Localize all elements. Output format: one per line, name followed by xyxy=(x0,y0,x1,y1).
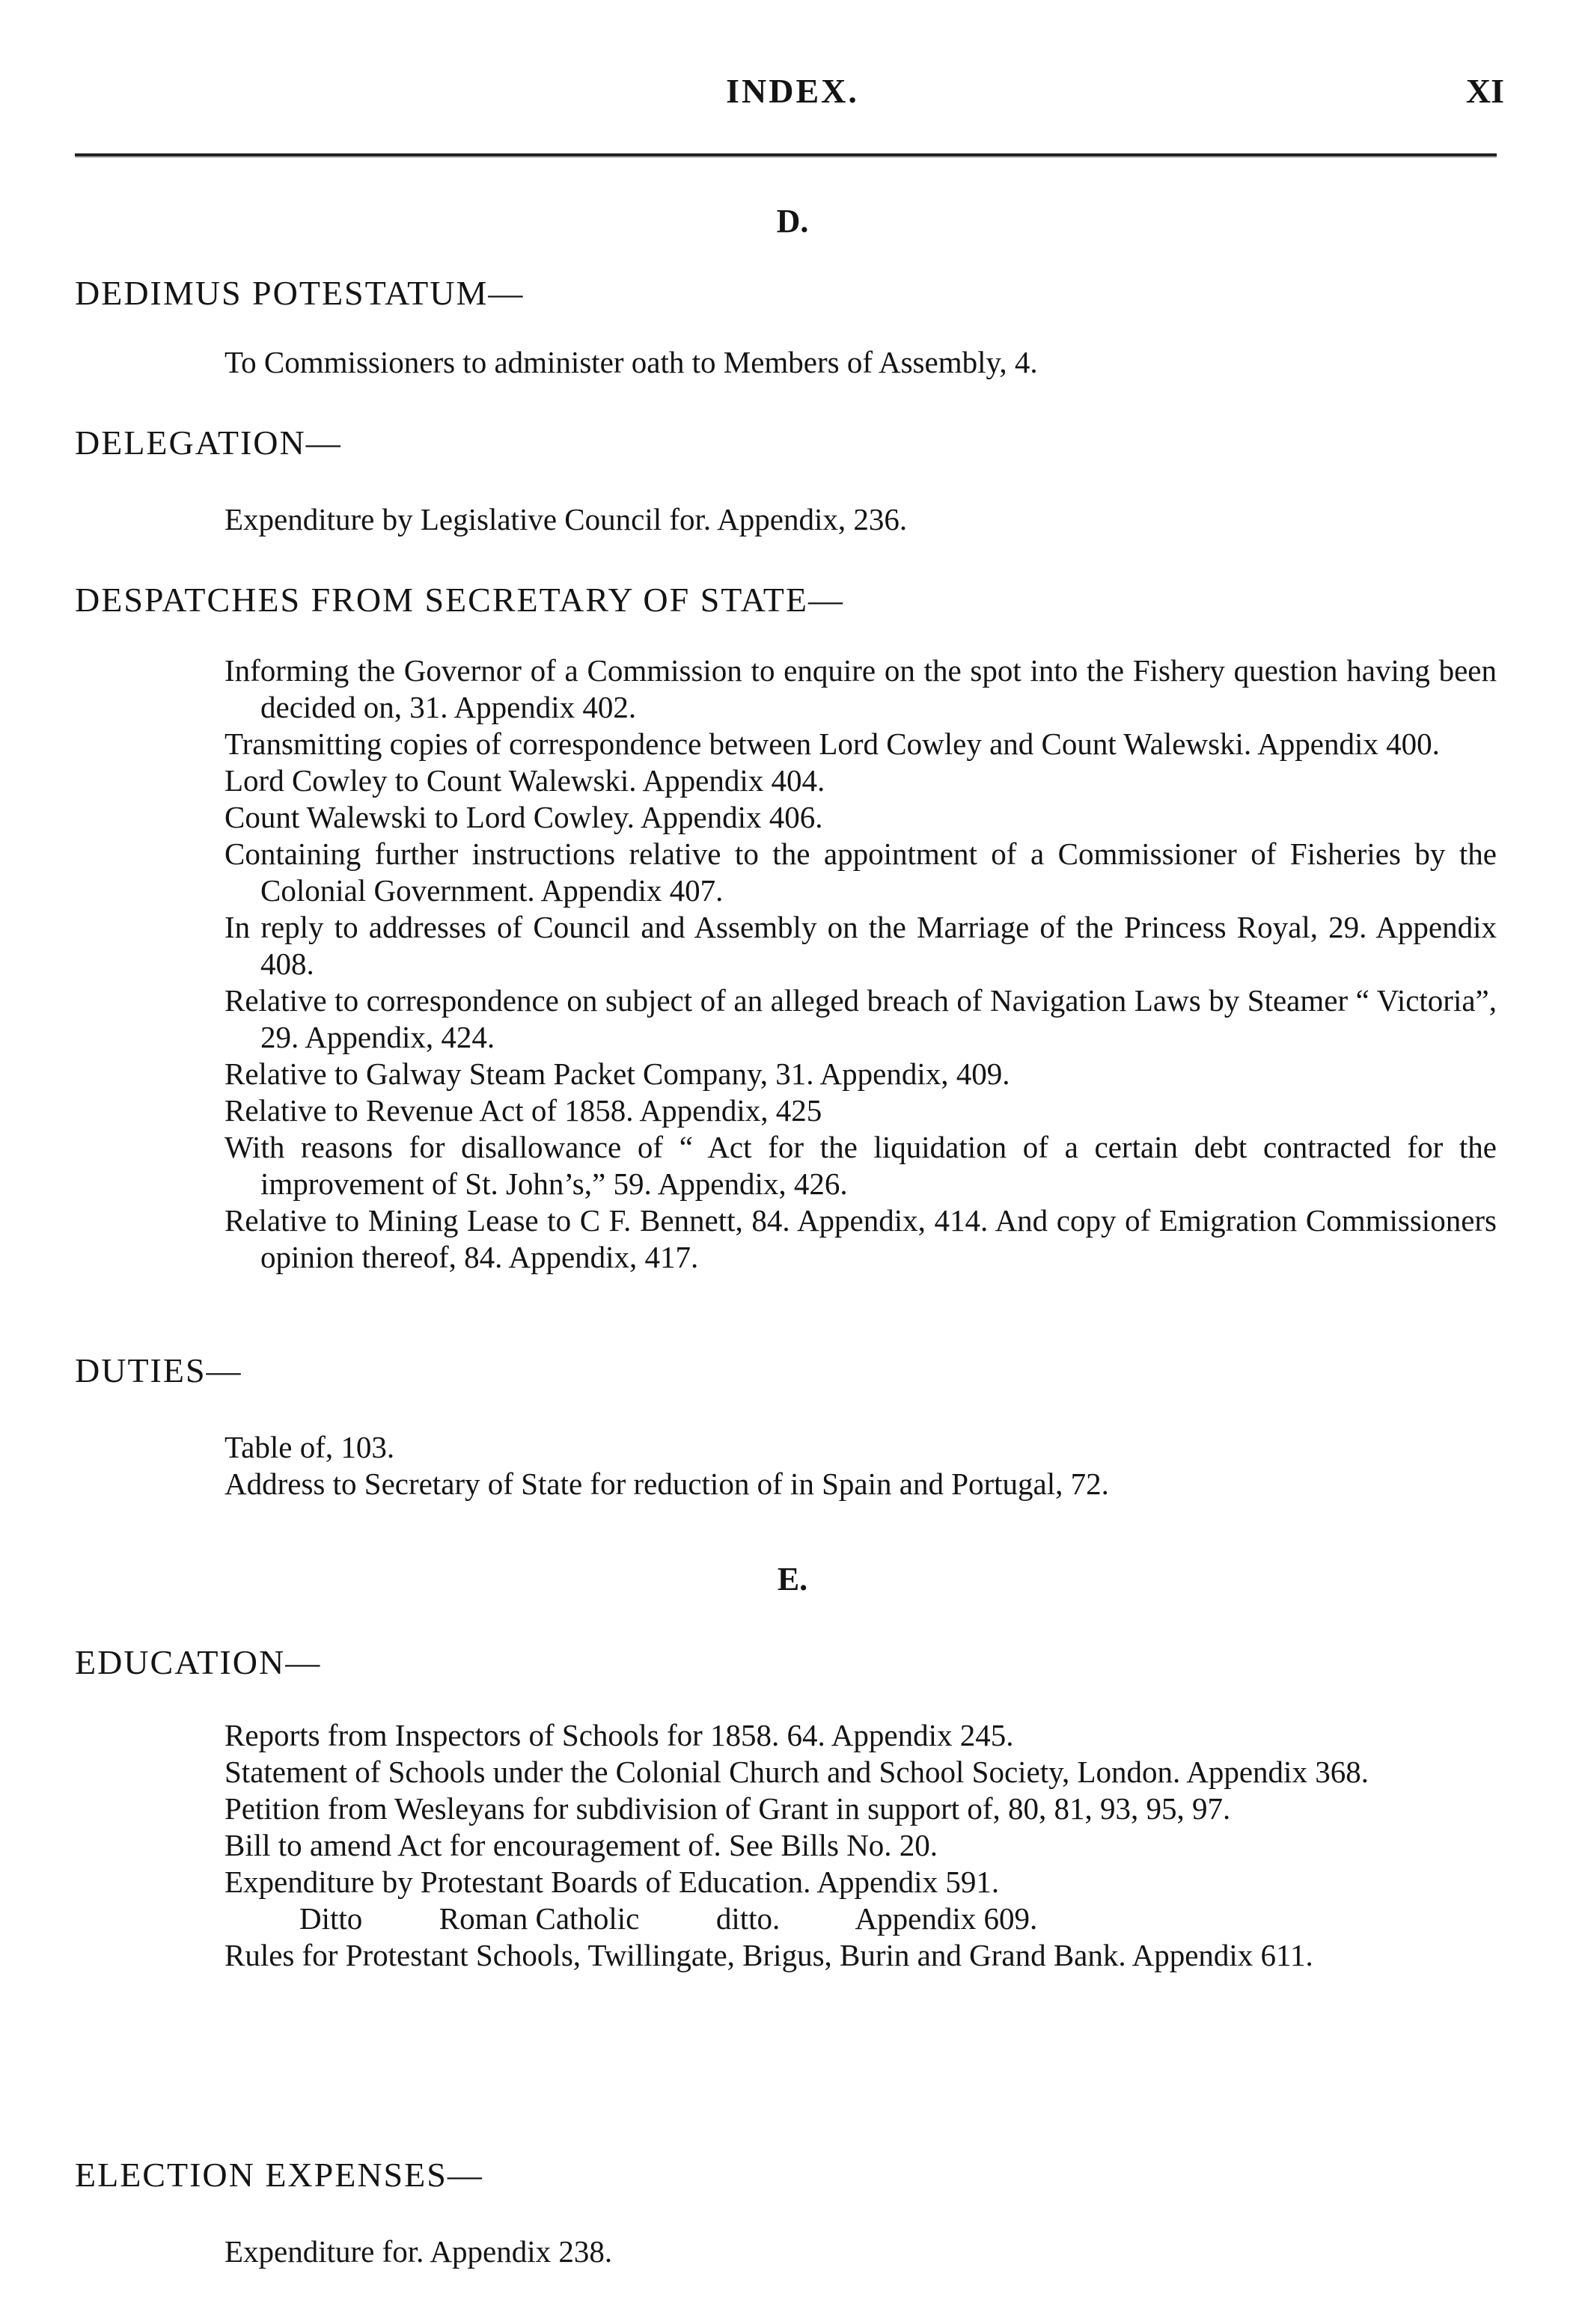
index-entry: With reasons for disallowance of “ Act for the liquidation of a certain debt contracted for the improvement of St. John’s,” 59. Appendix, 426. xyxy=(225,1130,1497,1201)
index-entry: Containing further instructions relative to the appointment of a Commissioner of Fisheries by the Colonial Government. Appendix 407. xyxy=(225,837,1497,908)
entries-election-expenses xyxy=(225,2233,1497,2270)
heading-delegation: DELEGATION— xyxy=(75,423,342,462)
page-number: XI xyxy=(1465,72,1504,110)
index-entry: Expenditure for. Appendix 238. xyxy=(225,2234,613,2269)
index-entry: Transmitting copies of correspondence between Lord Cowley and Count Walewski. Appendix 400. xyxy=(225,727,1440,761)
heading-despatches: DESPATCHES FROM SECRETARY OF STATE— xyxy=(75,581,845,619)
running-title: INDEX. xyxy=(726,72,859,110)
index-entry: Statement of Schools under the Colonial Church and School Society, London. Appendix 368. xyxy=(225,1755,1369,1789)
entries-dedimus-potestatum xyxy=(225,344,1497,381)
entries-delegation xyxy=(225,501,1497,538)
index-entry: Bill to amend Act for encouragement of. See Bills No. 20. xyxy=(225,1828,938,1862)
index-entry: In reply to addresses of Council and Assembly on the Marriage of the Princess Royal, 29. Appendix 408. xyxy=(225,910,1497,981)
index-entry: Expenditure by Legislative Council for. Appendix, 236. xyxy=(225,502,908,536)
header-rule xyxy=(75,153,1497,156)
section-letter-d: D. xyxy=(776,203,809,239)
section-letter-e: E. xyxy=(777,1561,808,1597)
index-entry: Relative to correspondence on subject of an alleged breach of Navigation Laws by Steamer “ Victoria”, 29. Appendix, 424. xyxy=(225,983,1497,1054)
index-entry: Rules for Protestant Schools, Twillingate, Brigus, Burin and Grand Bank. Appendix 611. xyxy=(225,1938,1313,1972)
index-entry: Reports from Inspectors of Schools for 1858. 64. Appendix 245. xyxy=(225,1718,1014,1752)
heading-education: EDUCATION— xyxy=(75,1643,322,1681)
index-entry: Expenditure by Protestant Boards of Education. Appendix 591. xyxy=(225,1865,1000,1899)
heading-duties: DUTIES— xyxy=(75,1351,242,1389)
index-entry-ditto: Ditto Roman Catholic ditto. Appendix 609. xyxy=(299,1901,1038,1936)
entries-despatches xyxy=(225,652,1497,1276)
index-entry: Count Walewski to Lord Cowley. Appendix 406. xyxy=(225,800,823,834)
index-entry: Relative to Revenue Act of 1858. Appendix, 425 xyxy=(225,1093,822,1128)
heading-dedimus-potestatum: DEDIMUS POTESTATUM— xyxy=(75,274,525,312)
index-entry: Relative to Mining Lease to C F. Bennett, 84. Appendix, 414. And copy of Emigration Commissioners opinion thereof, 84. Appendix, 417. xyxy=(225,1203,1497,1274)
index-entry: Informing the Governor of a Commission to enquire on the spot into the Fishery question having been decided on, 31. Appendix 402. xyxy=(225,653,1497,724)
index-entry: Lord Cowley to Count Walewski. Appendix 404. xyxy=(225,763,825,798)
index-entry: Petition from Wesleyans for subdivision of Grant in support of, 80, 81, 93, 95, 97. xyxy=(225,1791,1231,1826)
index-entry: Address to Secretary of State for reduction of in Spain and Portugal, 72. xyxy=(225,1467,1109,1501)
entries-duties xyxy=(225,1429,1497,1502)
index-entry: To Commissioners to administer oath to Members of Assembly, 4. xyxy=(225,345,1038,379)
index-entry: Relative to Galway Steam Packet Company, 31. Appendix, 409. xyxy=(225,1056,1010,1091)
heading-election-expenses: ELECTION EXPENSES— xyxy=(75,2156,483,2194)
entries-education xyxy=(225,1717,1497,1974)
index-entry: Table of, 103. xyxy=(225,1430,395,1464)
